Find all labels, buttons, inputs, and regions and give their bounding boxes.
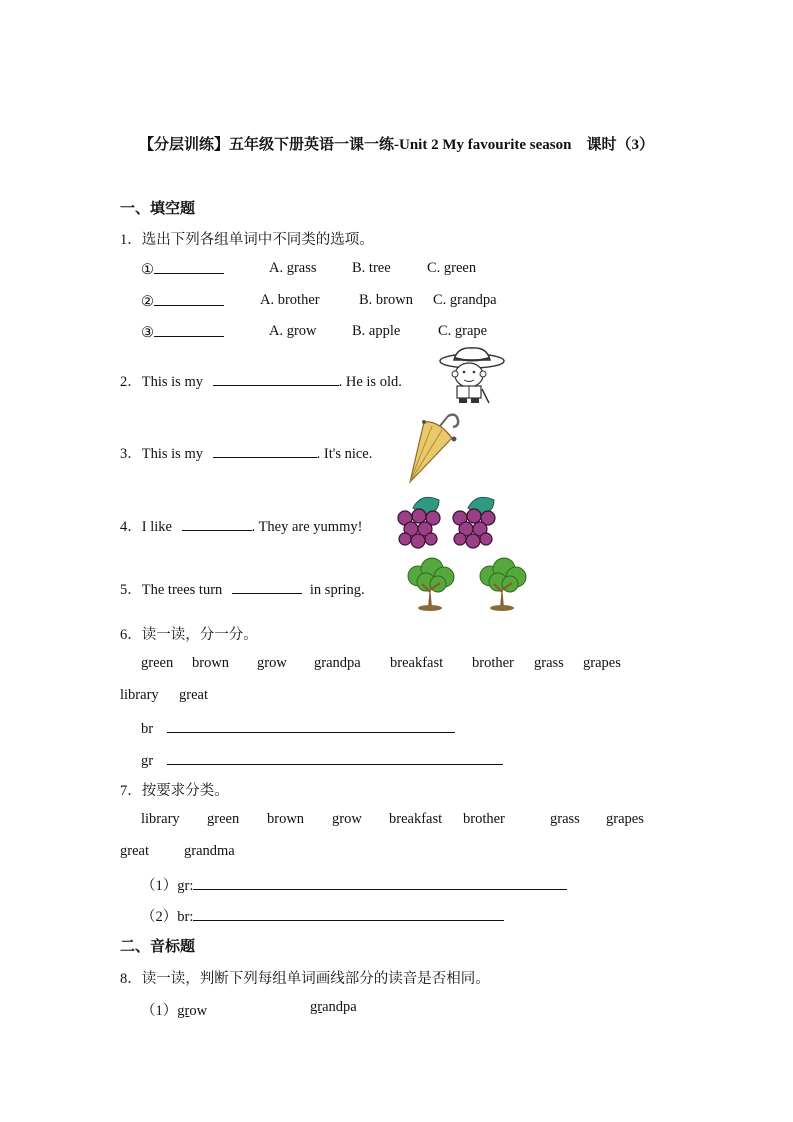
answer-line[interactable]: [167, 750, 503, 765]
q1-row-3-option-c: C. grape: [438, 323, 488, 339]
page-title: 【分层训练】五年级下册英语一课一练-Unit 2 My favourite season 课时（3）: [139, 137, 654, 153]
q2-text-after: . He is old.: [338, 374, 402, 390]
q6-word: breakfast: [390, 655, 444, 671]
q8-item-number: （1）: [141, 1003, 178, 1019]
question-8-prompt: 8．读一读，判断下列每组单词画线部分的读音是否相同。: [120, 971, 490, 987]
q7-word: brown: [267, 811, 305, 827]
q7-word: grow: [332, 811, 362, 827]
grapes-picture-icon: [450, 494, 500, 550]
q4-text-after: . They are yummy!: [251, 519, 363, 535]
question-5: [120, 578, 365, 599]
answer-blank[interactable]: [213, 443, 317, 458]
answer-blank[interactable]: [213, 371, 339, 386]
q7-word: green: [207, 811, 240, 827]
q8-item-1-word2: [310, 999, 357, 1016]
q1-row-1-option-b: B. tree: [352, 260, 391, 276]
q6-br-label: br: [141, 721, 154, 737]
row-number: ③: [141, 325, 154, 341]
grandpa-picture-icon: [437, 345, 507, 405]
q6-gr-label: gr: [141, 753, 154, 769]
q6-br-row: [141, 718, 455, 738]
question-2: [120, 370, 402, 391]
q7-gr-row: [141, 874, 567, 895]
answer-blank[interactable]: [154, 291, 224, 306]
q6-word: great: [179, 687, 208, 703]
answer-line[interactable]: [193, 906, 504, 921]
q1-row-3: [141, 322, 224, 342]
q3-text-after: . It's nice.: [316, 446, 373, 462]
row-number: ①: [141, 262, 154, 278]
answer-blank[interactable]: [182, 516, 252, 531]
q6-word: library: [120, 687, 159, 703]
q6-word: brother: [472, 655, 514, 671]
q1-row-1-option-a: A. grass: [269, 260, 317, 276]
q6-word: grandpa: [314, 655, 361, 671]
tree-picture-icon: [468, 556, 536, 612]
q7-word: grass: [550, 811, 580, 827]
q1-row-1: [141, 259, 224, 279]
q7-word: brother: [463, 811, 505, 827]
q6-word: grass: [534, 655, 564, 671]
q8-item-1: [141, 999, 207, 1020]
q5-text-after: in spring.: [309, 582, 365, 598]
grapes-picture-icon: [395, 494, 445, 550]
umbrella-picture-icon: [402, 412, 468, 486]
answer-blank[interactable]: [232, 579, 302, 594]
q1-row-2: [141, 291, 224, 311]
question-4: [120, 515, 362, 536]
q6-word: green: [141, 655, 174, 671]
q1-row-3-option-b: B. apple: [352, 323, 401, 339]
section-heading-phonetics: 二、音标题: [120, 939, 196, 955]
q2-text-before: 2．This is my: [120, 374, 203, 390]
q7-br-label: （2）br:: [141, 909, 194, 925]
q7-gr-label: （1）gr:: [141, 878, 194, 894]
q1-row-2-option-b: B. brown: [359, 292, 413, 308]
row-number: ②: [141, 294, 154, 310]
q1-row-3-option-a: A. grow: [269, 323, 317, 339]
tree-picture-icon: [396, 556, 464, 612]
q8-word2-underlined: gr: [310, 999, 323, 1015]
q5-text-before: 5．The trees turn: [120, 582, 223, 598]
q7-word: breakfast: [389, 811, 443, 827]
q7-br-row: [141, 905, 504, 926]
answer-blank[interactable]: [154, 322, 224, 337]
q8-word1-rest: ow: [189, 1003, 208, 1019]
question-7-prompt: 7．按要求分类。: [120, 783, 229, 799]
q1-row-1-option-c: C. green: [427, 260, 477, 276]
answer-line[interactable]: [167, 718, 455, 733]
q8-word1-underlined: gr: [177, 1003, 190, 1019]
q4-text-before: 4．I like: [120, 519, 172, 535]
q6-word: grapes: [583, 655, 621, 671]
q1-row-2-option-c: C. grandpa: [433, 292, 497, 308]
q7-word: library: [141, 811, 180, 827]
q6-word: brown: [192, 655, 230, 671]
q8-word2-rest: andpa: [322, 999, 357, 1015]
q7-word: grandma: [184, 843, 235, 859]
q1-row-2-option-a: A. brother: [260, 292, 320, 308]
q3-text-before: 3．This is my: [120, 446, 203, 462]
answer-line[interactable]: [193, 875, 567, 890]
q6-gr-row: [141, 750, 503, 770]
q6-word: grow: [257, 655, 287, 671]
q7-word: great: [120, 843, 149, 859]
question-6-prompt: 6．读一读，分一分。: [120, 627, 258, 643]
question-3: [120, 442, 372, 463]
section-heading-fill-in: 一、填空题: [120, 201, 196, 217]
q7-word: grapes: [606, 811, 644, 827]
answer-blank[interactable]: [154, 259, 224, 274]
question-1-prompt: 1．选出下列各组单词中不同类的选项。: [120, 232, 374, 248]
